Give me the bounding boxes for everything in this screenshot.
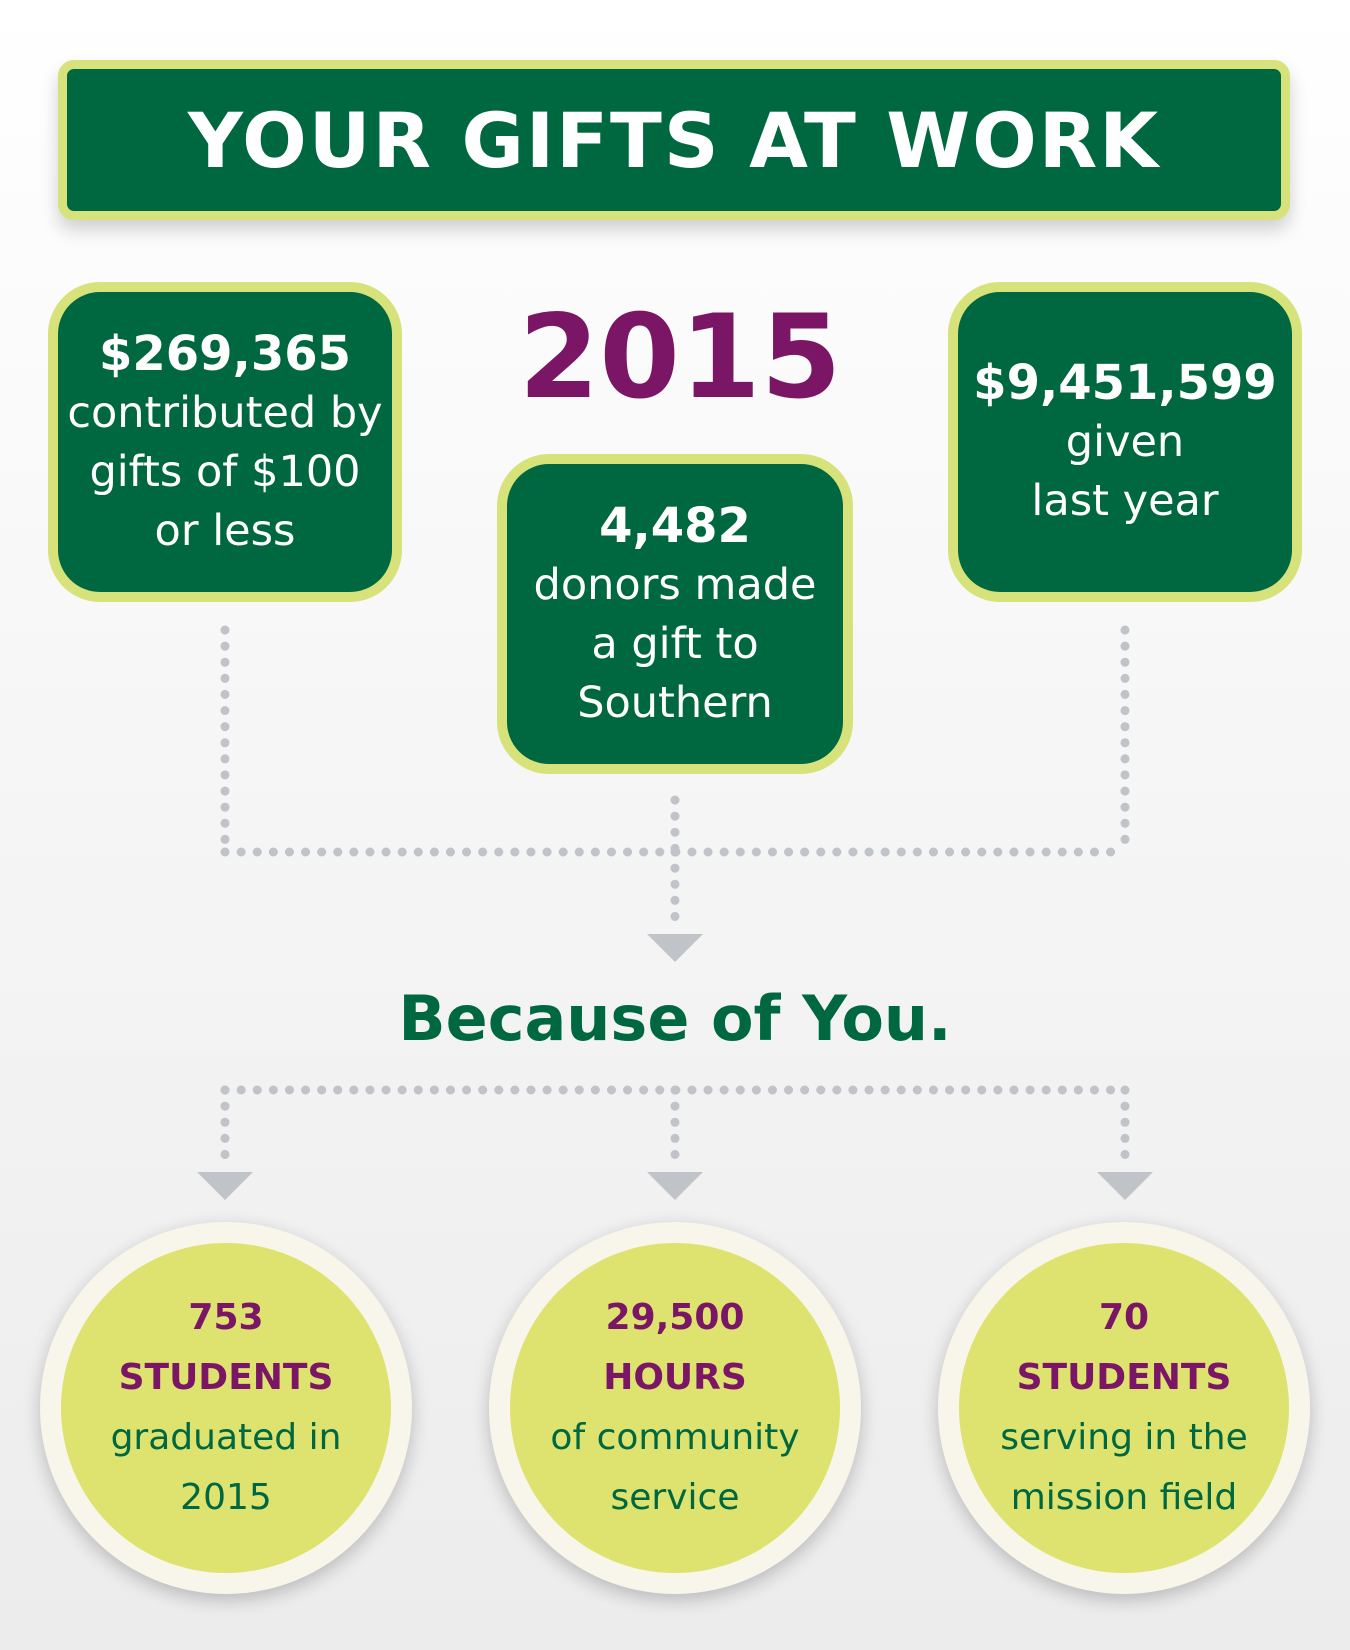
- arrow-down-icon: [1097, 1172, 1153, 1200]
- outcome-description: graduated in 2015: [110, 1417, 342, 1518]
- tagline: Because of You.: [398, 982, 952, 1055]
- page-title: YOUR GIFTS AT WORK: [187, 95, 1161, 185]
- outcome-number: 70: [1098, 1297, 1150, 1338]
- outcome-number: 753: [188, 1297, 264, 1338]
- outcome-circle-inner: [510, 1243, 840, 1573]
- arrow-down-icon: [647, 934, 703, 962]
- stat-value: $269,365: [98, 325, 352, 382]
- outcome-description: of community service: [550, 1417, 800, 1518]
- outcome-unit: HOURS: [603, 1357, 747, 1398]
- outcome-circle-missions: [938, 1222, 1310, 1594]
- arrow-down-icon: [197, 1172, 253, 1200]
- outcome-circle-inner: [959, 1243, 1289, 1573]
- stat-value: 4,482: [599, 497, 751, 554]
- outcome-circle-inner: [61, 1243, 391, 1573]
- outcome-unit: STUDENTS: [118, 1357, 334, 1398]
- outcome-circle-graduates: [40, 1222, 412, 1594]
- stat-text: given last year: [1031, 417, 1219, 526]
- outcome-description: serving in the mission field: [1000, 1417, 1248, 1518]
- stat-value: $9,451,599: [973, 355, 1277, 411]
- year-label: 2015: [518, 290, 842, 425]
- stat-text: donors made a gift to Southern: [533, 559, 817, 728]
- stat-text: contributed by gifts of $100 or less: [67, 387, 383, 556]
- outcome-circle-service-hours: [489, 1222, 861, 1594]
- outcome-unit: STUDENTS: [1016, 1357, 1232, 1398]
- arrow-down-icon: [647, 1172, 703, 1200]
- outcome-number: 29,500: [605, 1297, 745, 1338]
